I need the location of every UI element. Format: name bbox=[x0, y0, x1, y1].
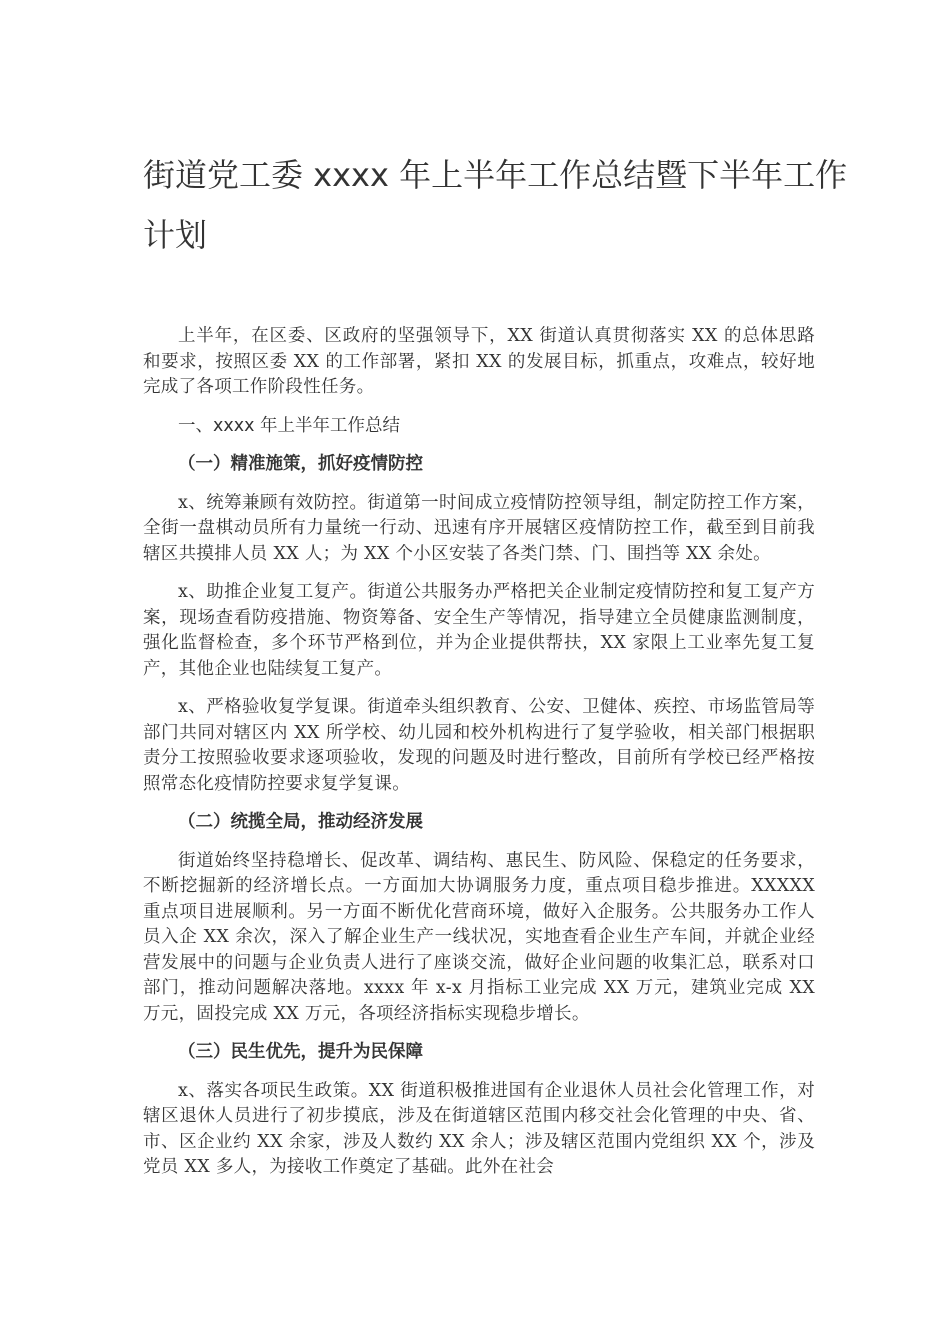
paragraph-enterprise-resumption: x、助推企业复工复产。街道公共服务办严格把关企业制定疫情防控和复工复产方案，现场查看防疫措施、物资筹备、安全生产等情况，指导建立全员健康监测制度，强化监督检查，多个环节严格到位，并为企业提供帮扶，XX 家限上工业率先复工复产，其他企业也陆续复工复产。 bbox=[143, 582, 815, 679]
document-title-line-1: 街道党工委 xxxx 年上半年工作总结暨下半年工作 bbox=[143, 156, 848, 194]
subsection-heading-2: （二）统揽全局，推动经济发展 bbox=[178, 812, 423, 832]
paragraph-economic-development: 街道始终坚持稳增长、促改革、调结构、惠民生、防风险、保稳定的任务要求，不断挖掘新的经济增长点。一方面加大协调服务力度，重点项目稳步推进。XXXXX 重点项目进展顺利。另一方面不断优化营商环境，做好入企服务。公共服务办工作人员入企 XX 余次，深入了解企业生产一线状况，实地查看企业生产车间，并就企业经营发展中的问题与企业负责人进行了座谈交流，做好企业问题的收集汇总，联系对口部门，推动问题解决落地。xxxx 年 x-x 月指标工业完成 XX 万元，建筑业完成 XX 万元，固投完成 XX 万元，各项经济指标实现稳步增长。 bbox=[143, 850, 815, 1024]
intro-paragraph: 上半年，在区委、区政府的坚强领导下，XX 街道认真贯彻落实 XX 的总体思路和要求，按照区委 XX 的工作部署，紧扣 XX 的发展目标，抓重点，攻难点，较好地完成了各项工作阶段性任务。 bbox=[143, 326, 815, 397]
subsection-heading-1: （一）精准施策，抓好疫情防控 bbox=[178, 454, 423, 474]
subsection-heading-3: （三）民生优先，提升为民保障 bbox=[178, 1042, 423, 1062]
paragraph-school-reopening: x、严格验收复学复课。街道牵头组织教育、公安、卫健体、疾控、市场监管局等部门共同对辖区内 XX 所学校、幼儿园和校外机构进行了复学验收，相关部门根据职责分工按照验收要求逐项验收，发现的问题及时进行整改，目前所有学校已经严格按照常态化疫情防控要求复学复课。 bbox=[143, 697, 815, 794]
document-title-line-2: 计划 bbox=[143, 216, 208, 254]
document-body bbox=[143, 324, 815, 1181]
paragraph-livelihood-policy: x、落实各项民生政策。XX 街道积极推进国有企业退休人员社会化管理工作，对辖区退休人员进行了初步摸底，涉及在街道辖区范围内移交社会化管理的中央、省、市、区企业约 XX 余家，涉及人数约 XX 余人；涉及辖区范围内党组织 XX 个，涉及党员 XX 多人，为接收工作奠定了基础。此外在社会 bbox=[143, 1080, 815, 1177]
section-heading-1: 一、xxxx 年上半年工作总结 bbox=[178, 415, 400, 436]
paragraph-epidemic-control: x、统筹兼顾有效防控。街道第一时间成立疫情防控领导组，制定防控工作方案，全街一盘棋动员所有力量统一行动、迅速有序开展辖区疫情防控工作，截至到目前我辖区共摸排人员 XX 人；为 XX 个小区安装了各类门禁、门、围挡等 XX 余处。 bbox=[143, 492, 815, 564]
